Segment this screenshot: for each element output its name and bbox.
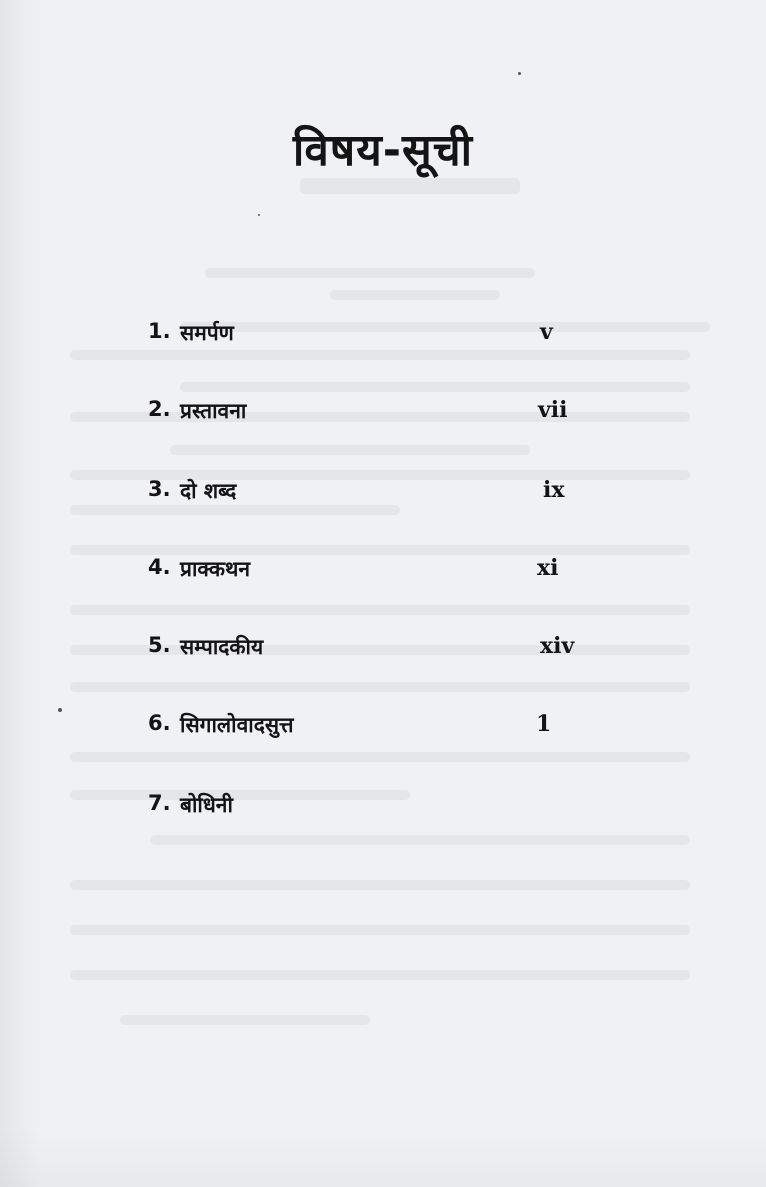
toc-entry [148,313,588,353]
toc-entry [148,549,588,589]
bleed-through-line [300,178,520,194]
toc-entry-number: 2. [148,397,171,421]
bleed-through-line [70,682,690,692]
bleed-through-line [120,1015,370,1025]
toc-entry-page: vii [538,397,568,423]
toc-entry [148,471,588,511]
paper-speck [518,72,521,75]
page-title: विषय-सूची [292,125,474,176]
bleed-through-line [70,605,690,615]
toc-entry-label: सिगालोवादसुत्त [180,713,294,737]
bleed-through-line [70,925,690,935]
bleed-through-line [205,268,535,278]
toc-entry-page: xiv [540,633,575,659]
paper-speck [258,214,260,216]
toc-entry-label: प्राक्कथन [180,557,251,581]
toc-entry-number: 5. [148,633,171,657]
toc-entry-number: 1. [148,319,171,343]
bleed-through-line [150,835,690,845]
bleed-through-line [330,290,500,300]
bleed-through-line [70,880,690,890]
toc-entry [148,785,588,825]
toc-entry-label: सम्पादकीय [180,635,264,659]
bleed-through-line [70,970,690,980]
toc-entry-label: बोधिनी [180,793,233,817]
toc-entry-number: 4. [148,555,171,579]
toc-entry-page: ix [543,477,565,503]
toc-entry-number: 6. [148,711,171,735]
toc-entry-number: 3. [148,477,171,501]
toc-entry [148,391,588,431]
toc-entry-page: 1 [536,711,552,737]
toc-entry [148,705,588,745]
toc-entry-label: समर्पण [180,321,234,345]
bleed-through-line [170,445,530,455]
toc-entry-label: प्रस्तावना [180,399,247,423]
toc-entry-number: 7. [148,791,171,815]
toc-entry-page: xi [537,555,559,581]
toc-entry-page: v [540,319,553,345]
bleed-through-line [70,752,690,762]
paper-speck [58,708,62,712]
toc-entry-label: दो शब्द [180,479,237,503]
toc-entry [148,627,588,667]
